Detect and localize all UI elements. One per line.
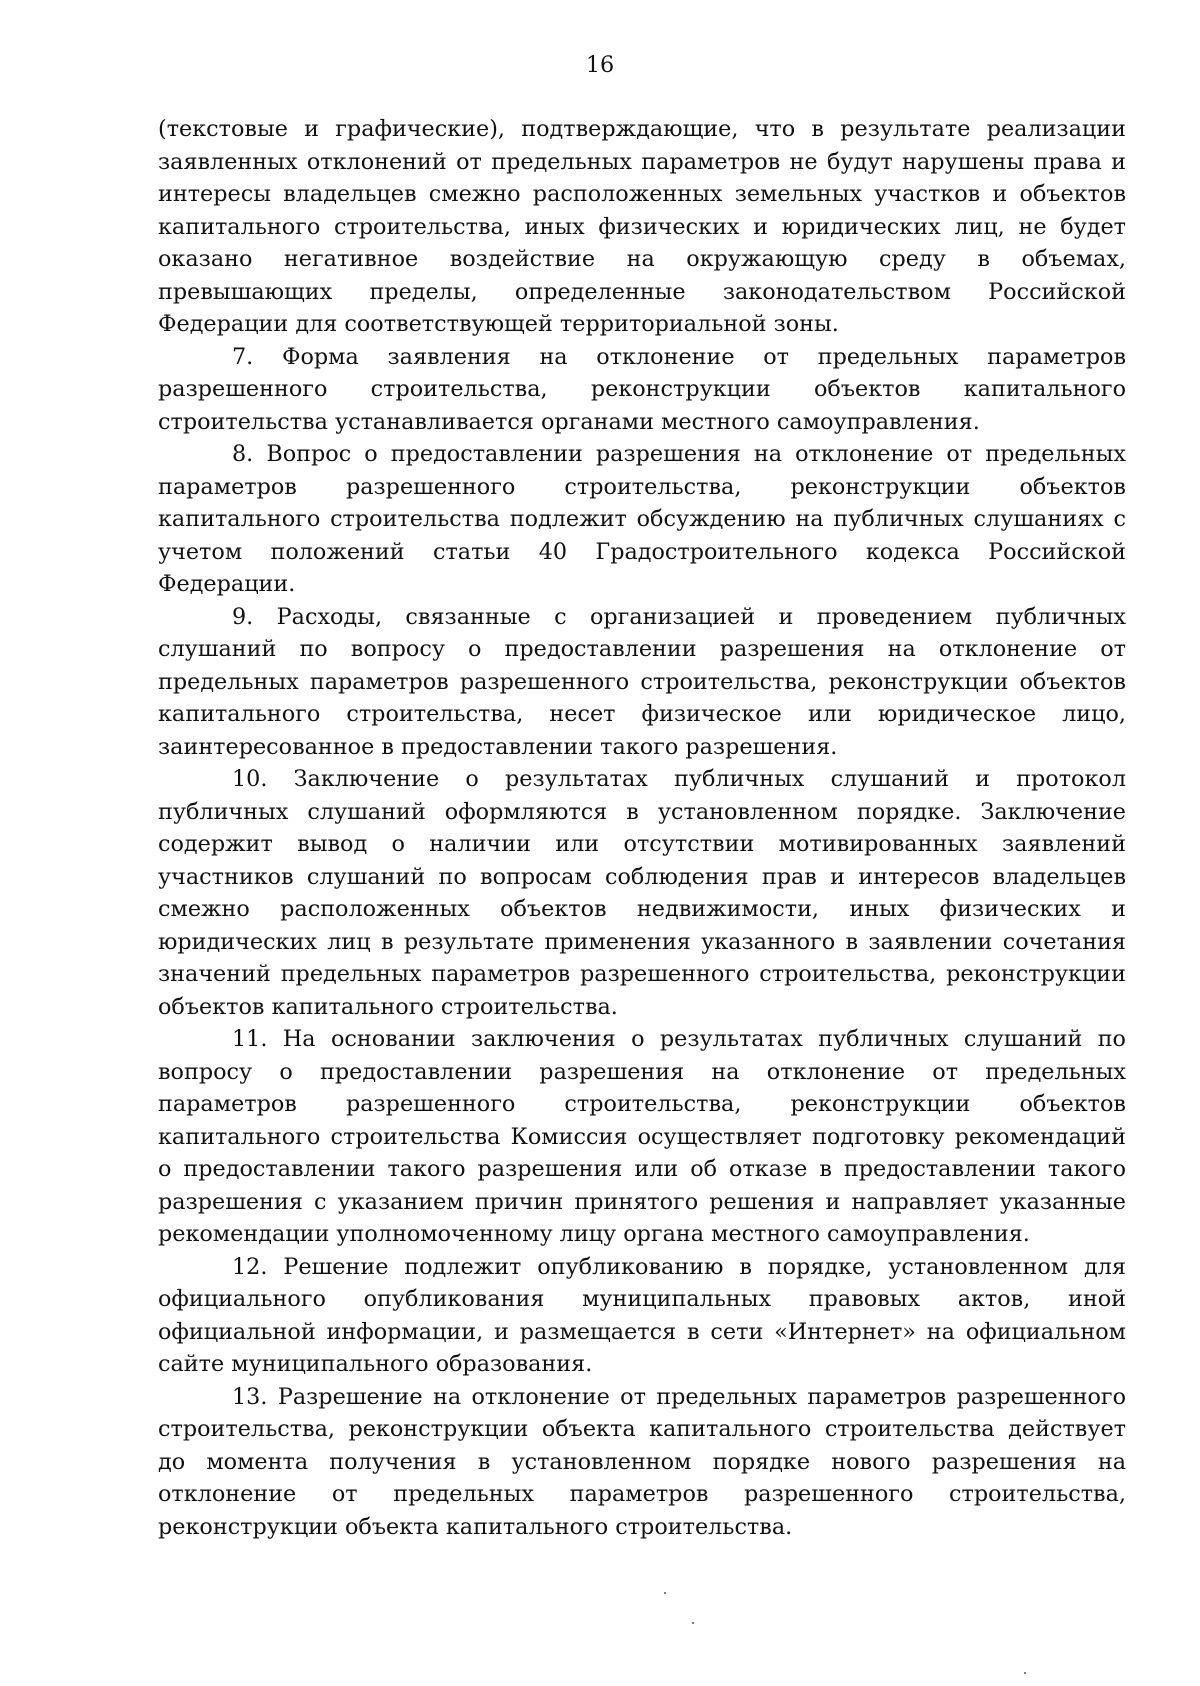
paragraph-item-12: 12. Решение подлежит опубликованию в порядке, установленном для официального опубликования муниципальных правовых актов, иной официальной информации, и размещается в сети «Интернет» на официальном сайте муниципального образования. xyxy=(158,1253,1126,1377)
document-body xyxy=(158,113,1126,1543)
paragraph-item-11: 11. На основании заключения о результатах публичных слушаний по вопросу о предоставлении разрешения на отклонение от предельных параметров разрешенного строительства, реконструкции объектов капитального строительства Комиссия осуществляет подготовку рекомендаций о предоставлении такого разрешения или об отказе в предоставлении такого разрешения с указанием причин принятого решения и направляет указанные рекомендации уполномоченному лицу органа местного самоуправления. xyxy=(158,1026,1126,1247)
scan-speck xyxy=(1024,1672,1026,1674)
scan-speck xyxy=(664,1592,666,1594)
paragraph-continuation: (текстовые и графические), подтверждающие, что в результате реализации заявленных отклонений от предельных параметров не будут нарушены права и интересы владельцев смежно расположенных земельных участков и объектов капитального строительства, иных физических и юридических лиц, не будет оказано негативное воздействие на окружающую среду в объемах, превышающих пределы, определенные законодательством Российской Федерации для соответствующей территориальной зоны. xyxy=(158,116,1126,337)
page-number: 16 xyxy=(585,52,615,78)
paragraph-item-9: 9. Расходы, связанные с организацией и проведением публичных слушаний по вопросу о предоставлении разрешения на отклонение от предельных параметров разрешенного строительства, реконструкции объектов капитального строительства, несет физическое или юридическое лицо, заинтересованное в предоставлении такого разрешения. xyxy=(158,603,1126,760)
paragraph-item-10: 10. Заключение о результатах публичных слушаний и протокол публичных слушаний оформляются в установленном порядке. Заключение содержит вывод о наличии или отсутствии мотивированных заявлений участников слушаний по вопросам соблюдения прав и интересов владельцев смежно расположенных объектов недвижимости, иных физических и юридических лиц в результате применения указанного в заявлении сочетания значений предельных параметров разрешенного строительства, реконструкции объектов капитального строительства. xyxy=(158,766,1126,1020)
paragraph-item-7: 7. Форма заявления на отклонение от предельных параметров разрешенного строительства, реконструкции объектов капитального строительства устанавливается органами местного самоуправления. xyxy=(158,343,1126,435)
paragraph-item-13: 13. Разрешение на отклонение от предельных параметров разрешенного строительства, реконструкции объекта капитального строительства действует до момента получения в установленном порядке нового разрешения на отклонение от предельных параметров разрешенного строительства, реконструкции объекта капитального строительства. xyxy=(158,1383,1126,1540)
scan-speck xyxy=(692,1622,694,1624)
paragraph-item-8: 8. Вопрос о предоставлении разрешения на отклонение от предельных параметров разрешенного строительства, реконструкции объектов капитального строительства подлежит обсуждению на публичных слушаниях с учетом положений статьи 40 Градостроительного кодекса Российской Федерации. xyxy=(158,441,1126,597)
